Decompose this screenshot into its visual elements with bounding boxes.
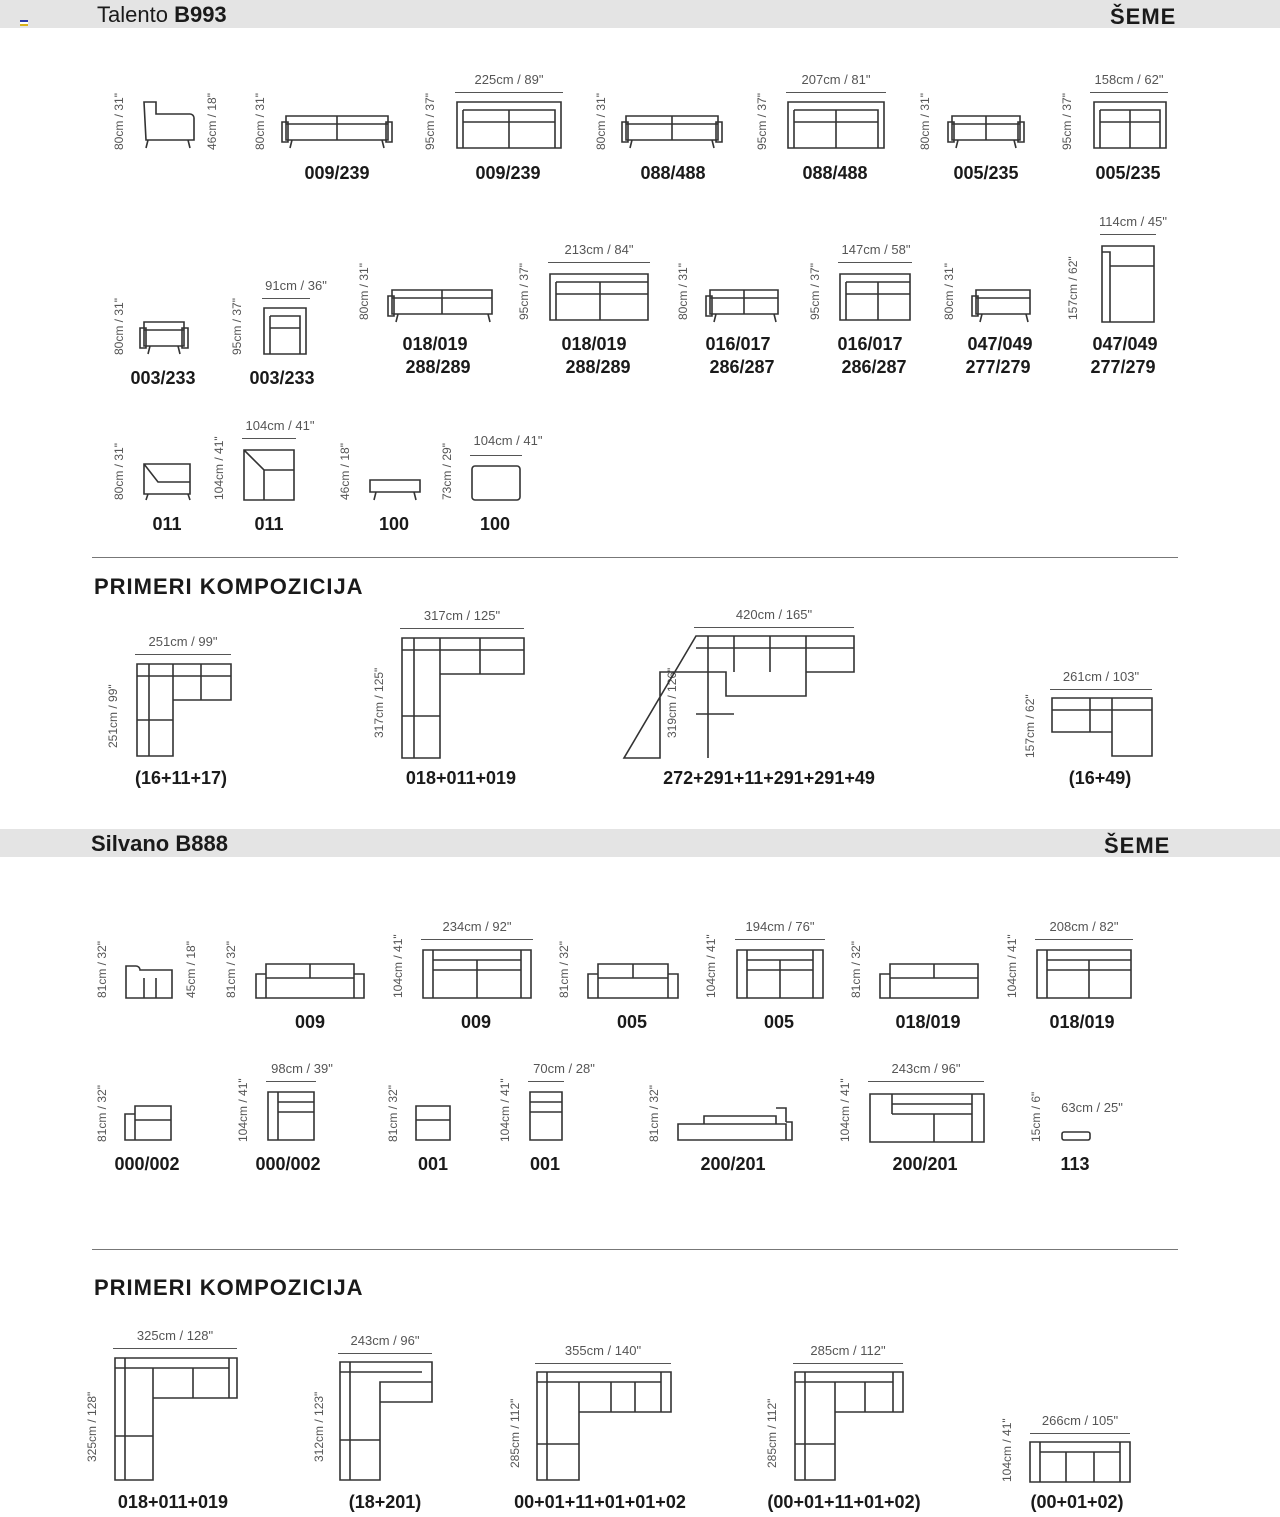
sofa-side-icon — [124, 960, 176, 1000]
dim-width: 194cm / 76" — [745, 919, 815, 934]
dim-line — [470, 455, 522, 456]
comp-height: 312cm / 123" — [312, 1391, 326, 1462]
loveseat-end-icon — [706, 284, 780, 324]
dim-line — [694, 627, 854, 628]
model-code: 100 — [378, 514, 410, 534]
sofa-end-top-icon — [1035, 948, 1133, 1000]
dim-line — [421, 939, 533, 940]
dim-width: 104cm / 41" — [245, 418, 315, 433]
model-code: 001 — [417, 1154, 449, 1174]
armless-seat-icon — [972, 284, 1032, 324]
model-code: 016/017 — [705, 334, 771, 354]
model-code: 288/289 — [565, 357, 631, 377]
dim-width: 70cm / 28" — [533, 1061, 595, 1076]
dim-depth: 95cm / 37" — [517, 263, 531, 320]
dim-height: 15cm / 6" — [1029, 1091, 1043, 1142]
model-code: 018/019 — [895, 1012, 961, 1032]
dim-line — [1035, 939, 1133, 940]
model-code: 001 — [529, 1154, 561, 1174]
composition-corner-icon — [793, 1370, 905, 1482]
sofa-end-left-icon — [388, 284, 494, 324]
chaise-front-icon — [676, 1106, 794, 1142]
loveseat-end-top-icon — [838, 272, 912, 322]
dim-width: 104cm / 41" — [473, 433, 543, 448]
dim-line — [135, 654, 231, 655]
model-code: 000/002 — [114, 1154, 180, 1174]
talento-compositions-heading: PRIMERI KOMPOZICIJA — [94, 574, 364, 599]
dim-width: 208cm / 82" — [1049, 919, 1119, 934]
comp-width: 261cm / 103" — [1062, 669, 1140, 684]
dim-line — [455, 92, 563, 93]
model-code: 288/289 — [405, 357, 471, 377]
ottoman-top-icon — [470, 464, 522, 502]
dim-depth: 95cm / 37" — [808, 263, 822, 320]
composition-corner-icon — [135, 662, 233, 760]
dim-depth: 104cm / 41" — [1005, 934, 1019, 998]
sofa-top-icon — [421, 948, 533, 1000]
sofa-front-icon — [622, 110, 722, 150]
model-code: 088/488 — [802, 163, 868, 183]
dim-height: 81cm / 32" — [95, 941, 109, 998]
model-code: 005 — [616, 1012, 648, 1032]
model-code: 009/239 — [475, 163, 541, 183]
comp-width: 251cm / 99" — [148, 634, 218, 649]
dim-width: 225cm / 89" — [474, 72, 544, 87]
comp-height: 325cm / 128" — [85, 1391, 99, 1462]
dim-height: 46cm / 18" — [338, 443, 352, 500]
talento-title: Talento B993 — [97, 2, 227, 27]
model-code: 277/279 — [965, 357, 1031, 377]
composition-corner-icon — [113, 1356, 239, 1482]
dim-width: 98cm / 39" — [271, 1061, 333, 1076]
sofa-top-icon — [455, 100, 563, 150]
section-divider — [92, 557, 1178, 558]
model-code: 100 — [479, 514, 511, 534]
composition-chaise-icon — [694, 634, 856, 760]
dim-width: 147cm / 58" — [841, 242, 911, 257]
dim-height: 81cm / 32" — [647, 1085, 661, 1142]
dim-height: 81cm / 32" — [849, 941, 863, 998]
loveseat-top-icon — [735, 948, 825, 1000]
dim-line — [1090, 92, 1168, 93]
composition-code: (18+201) — [348, 1492, 422, 1512]
armless-seat-front-icon — [414, 1104, 452, 1142]
sofa-end-icon — [880, 962, 980, 1000]
dim-height: 80cm / 31" — [676, 263, 690, 320]
dim-width: 243cm / 96" — [891, 1061, 961, 1076]
dim-height: 73cm / 29" — [440, 443, 454, 500]
model-code: 000/002 — [255, 1154, 321, 1174]
composition-code: (00+01+02) — [1030, 1492, 1124, 1512]
composition-code: (16+11+17) — [134, 768, 228, 788]
dim-width: 234cm / 92" — [442, 919, 512, 934]
sofa-front-icon — [282, 110, 392, 150]
comp-width: 355cm / 140" — [564, 1343, 642, 1358]
model-code: 003/233 — [130, 368, 196, 388]
dim-height: 80cm / 31" — [357, 263, 371, 320]
comp-width: 285cm / 112" — [810, 1343, 886, 1358]
dim-line — [266, 1081, 316, 1082]
comp-width: 243cm / 96" — [350, 1333, 420, 1348]
silvano-header-band — [0, 829, 1280, 857]
model-code: 016/017 — [837, 334, 903, 354]
dim-line — [868, 1081, 984, 1082]
dim-seat-height: 45cm / 18" — [184, 941, 198, 998]
model-code: 277/279 — [1090, 357, 1156, 377]
chaise-top-icon — [1100, 244, 1156, 324]
armchair-top-icon — [262, 306, 308, 356]
dim-line — [548, 262, 650, 263]
armchair-front-icon — [140, 316, 188, 356]
model-code: 011 — [152, 514, 182, 534]
dim-depth: 95cm / 37" — [755, 93, 769, 150]
comp-height: 285cm / 112" — [508, 1398, 522, 1468]
composition-code: 272+291+11+291+291+49 — [663, 768, 875, 788]
dim-line — [400, 628, 524, 629]
model-code: 005/235 — [1095, 163, 1161, 183]
armchair-end-front-icon — [125, 1104, 173, 1142]
model-code: 003/233 — [249, 368, 315, 388]
composition-code: 018+011+019 — [405, 768, 517, 788]
dim-width: 207cm / 81" — [801, 72, 871, 87]
model-code: 018/019 — [561, 334, 627, 354]
dim-line — [535, 1363, 671, 1364]
model-code: 005/235 — [953, 163, 1019, 183]
talento-header-band — [0, 0, 1280, 28]
loveseat-front-icon — [948, 110, 1024, 150]
loveseat-top-icon — [1092, 100, 1168, 150]
comp-height: 285cm / 112" — [765, 1398, 779, 1468]
model-code: 009/239 — [304, 163, 370, 183]
dim-depth: 157cm / 62" — [1066, 256, 1080, 320]
corner-top-icon — [242, 448, 296, 502]
dim-line — [242, 438, 296, 439]
dim-line — [1050, 689, 1152, 690]
model-code: 047/049 — [967, 334, 1033, 354]
silvano-compositions-heading: PRIMERI KOMPOZICIJA — [94, 1275, 364, 1300]
dim-line — [528, 1081, 564, 1082]
dim-depth: 104cm / 41" — [391, 934, 405, 998]
dim-depth: 104cm / 41" — [236, 1078, 250, 1142]
composition-code: (00+01+11+01+02) — [767, 1492, 921, 1512]
model-code: 113 — [1060, 1154, 1090, 1174]
dim-depth: 95cm / 37" — [1060, 93, 1074, 150]
dim-line — [793, 1363, 903, 1364]
composition-corner-icon — [535, 1370, 673, 1482]
sofa-end-top-icon — [548, 272, 650, 322]
corner-front-icon — [142, 462, 194, 502]
dim-height: 80cm / 31" — [594, 93, 608, 150]
model-code: 018/019 — [402, 334, 468, 354]
dim-width: 213cm / 84" — [564, 242, 634, 257]
comp-height: 317cm / 125" — [372, 667, 386, 738]
dim-height: 80cm / 31" — [253, 93, 267, 150]
dim-height: 81cm / 32" — [224, 941, 238, 998]
dim-line — [1100, 234, 1156, 235]
comp-height: 104cm / 41" — [1000, 1418, 1014, 1482]
comp-height: 319cm / 126" — [665, 667, 679, 738]
dim-line — [262, 298, 310, 299]
dim-height: 80cm / 31" — [112, 443, 126, 500]
silvano-seme-label: ŠEME — [1104, 833, 1171, 858]
model-code: 047/049 — [1092, 334, 1158, 354]
dim-width: 91cm / 36" — [265, 278, 327, 293]
model-code: 200/201 — [892, 1154, 958, 1174]
dim-height: 80cm / 31" — [942, 263, 956, 320]
section-divider — [92, 1249, 1178, 1250]
model-code: 088/488 — [640, 163, 706, 183]
flag-icon — [20, 20, 28, 26]
dim-height: 80cm / 31" — [918, 93, 932, 150]
dim-height: 80cm / 31" — [112, 93, 126, 150]
armchair-end-top-icon — [266, 1090, 316, 1142]
ottoman-front-icon — [368, 476, 422, 502]
dim-line — [338, 1353, 432, 1354]
armchair-side-icon — [140, 100, 196, 150]
silvano-title: Silvano B888 — [91, 831, 228, 856]
dim-depth: 104cm / 41" — [704, 934, 718, 998]
comp-width: 420cm / 165" — [735, 607, 813, 622]
composition-chaise-corner-icon — [338, 1360, 434, 1482]
composition-code: (16+49) — [1068, 768, 1132, 788]
dim-height: 80cm / 31" — [112, 298, 126, 355]
comp-width: 266cm / 105" — [1041, 1413, 1119, 1428]
composition-code: 00+01+11+01+01+02 — [514, 1492, 686, 1512]
loveseat-front-icon — [588, 962, 678, 1000]
dim-depth: 104cm / 41" — [838, 1078, 852, 1142]
model-code: 009 — [460, 1012, 492, 1032]
dim-depth: 104cm / 41" — [212, 436, 226, 500]
composition-corner-icon — [400, 636, 526, 760]
comp-width: 325cm / 128" — [136, 1328, 214, 1343]
dim-height: 81cm / 32" — [386, 1085, 400, 1142]
dim-width: 158cm / 62" — [1094, 72, 1164, 87]
comp-width: 317cm / 125" — [423, 608, 501, 623]
armless-seat-top-icon — [528, 1090, 564, 1142]
model-code: 200/201 — [700, 1154, 766, 1174]
dim-seat-height: 46cm / 18" — [205, 93, 219, 150]
comp-height: 251cm / 99" — [106, 684, 120, 748]
dim-line — [735, 939, 825, 940]
model-code: 286/287 — [709, 357, 775, 377]
model-code: 005 — [763, 1012, 795, 1032]
chaise-top-icon — [868, 1092, 986, 1144]
model-code: 286/287 — [841, 357, 907, 377]
sofa-top-icon — [786, 100, 886, 150]
dim-depth: 95cm / 37" — [230, 298, 244, 355]
sofa-front-icon — [256, 962, 364, 1000]
composition-sofa-icon — [1028, 1440, 1132, 1484]
model-code: 018/019 — [1049, 1012, 1115, 1032]
dim-height: 81cm / 32" — [557, 941, 571, 998]
dim-line — [1030, 1433, 1130, 1434]
model-code: 009 — [294, 1012, 326, 1032]
talento-seme-label: ŠEME — [1110, 4, 1177, 29]
composition-sofa-chaise-icon — [1050, 696, 1154, 758]
cushion-icon — [1060, 1130, 1092, 1142]
dim-width: 114cm / 45" — [1099, 214, 1167, 229]
dim-height: 81cm / 32" — [95, 1085, 109, 1142]
dim-width: 63cm / 25" — [1061, 1100, 1123, 1115]
dim-depth: 95cm / 37" — [423, 93, 437, 150]
composition-code: 018+011+019 — [117, 1492, 229, 1512]
dim-depth: 104cm / 41" — [498, 1078, 512, 1142]
dim-line — [786, 92, 886, 93]
dim-line — [838, 262, 912, 263]
comp-height: 157cm / 62" — [1023, 694, 1037, 758]
model-code: 011 — [254, 514, 284, 534]
dim-line — [113, 1348, 237, 1349]
